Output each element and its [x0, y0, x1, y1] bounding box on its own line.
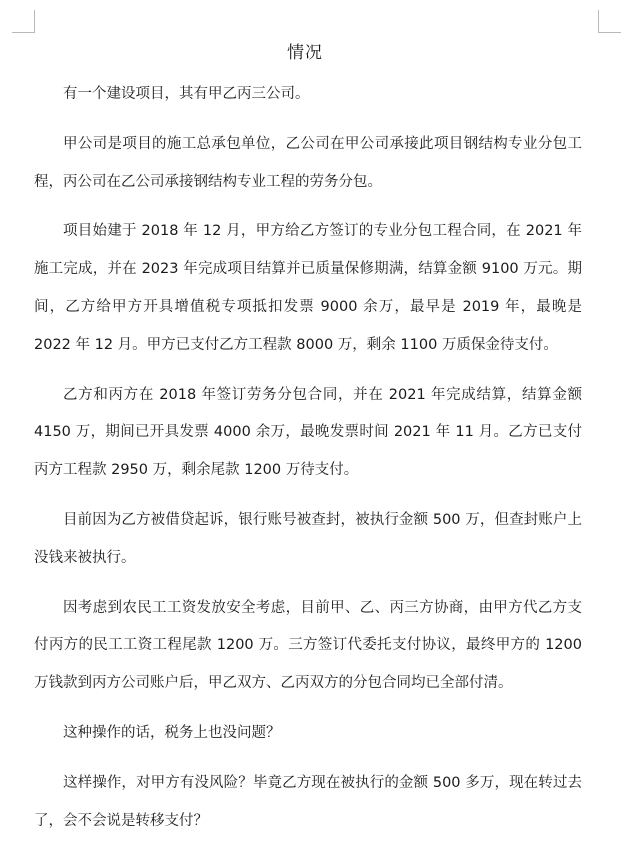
- paragraph-7: 这种操作的话，税务上也没问题？: [63, 724, 281, 741]
- paragraph-1: 有一个建设项目，其有甲乙丙三公司。: [63, 86, 310, 102]
- paragraph-4: 乙方和丙方在 2018 年签订劳务分包合同，并在 2021 年完成结算，结算金额 4150 万，期间已开具发票 4000 余万，最晚发票时间 2021 年 11 月。乙方已支付丙方工程款 2950 万，剩余尾款 1200 万待支付。: [34, 386, 582, 479]
- paragraph-6: 因考虑到农民工工资发放安全考虑，目前甲、乙、丙三方协商，由甲方代乙方支付丙方的民工工资工程尾款 1200 万。三方签订代委托支付协议，最终甲方的 1200 万钱款到丙方公司账户后，甲乙双方、乙丙双方的分包合同均已全部付清。: [34, 599, 582, 692]
- margin-corner-mark-top-right: [598, 10, 621, 33]
- document-body: [34, 76, 582, 852]
- paragraph-3: 项目始建于 2018 年 12 月，甲方给乙方签订的专业分包工程合同，在 2021 年施工完成，并在 2023 年完成项目结算并已质量保修期满，结算金额 9100 万元。期间，乙方给甲方开具增值税专项抵扣发票 9000 余万，最早是 2019 年，最晚是 2022 年 12 月。甲方已支付乙方工程款 8000 万，剩余 1100 万质保金待支付。: [34, 223, 582, 353]
- paragraph-2: 甲公司是项目的施工总承包单位，乙公司在甲公司承接此项目钢结构专业分包工程，丙公司在乙公司承接钢结构专业工程的劳务分包。: [34, 135, 582, 190]
- paragraph-8: 这样操作，对甲方有没风险？毕竟乙方现在被执行的金额 500 多万，现在转过去了，会不会说是转移支付？: [34, 774, 582, 829]
- document-title: 情况: [287, 43, 323, 63]
- paragraph-5: 目前因为乙方被借贷起诉，银行账号被查封，被执行金额 500 万，但查封账户上没钱来被执行。: [34, 511, 582, 566]
- margin-corner-mark-top-left: [12, 10, 35, 33]
